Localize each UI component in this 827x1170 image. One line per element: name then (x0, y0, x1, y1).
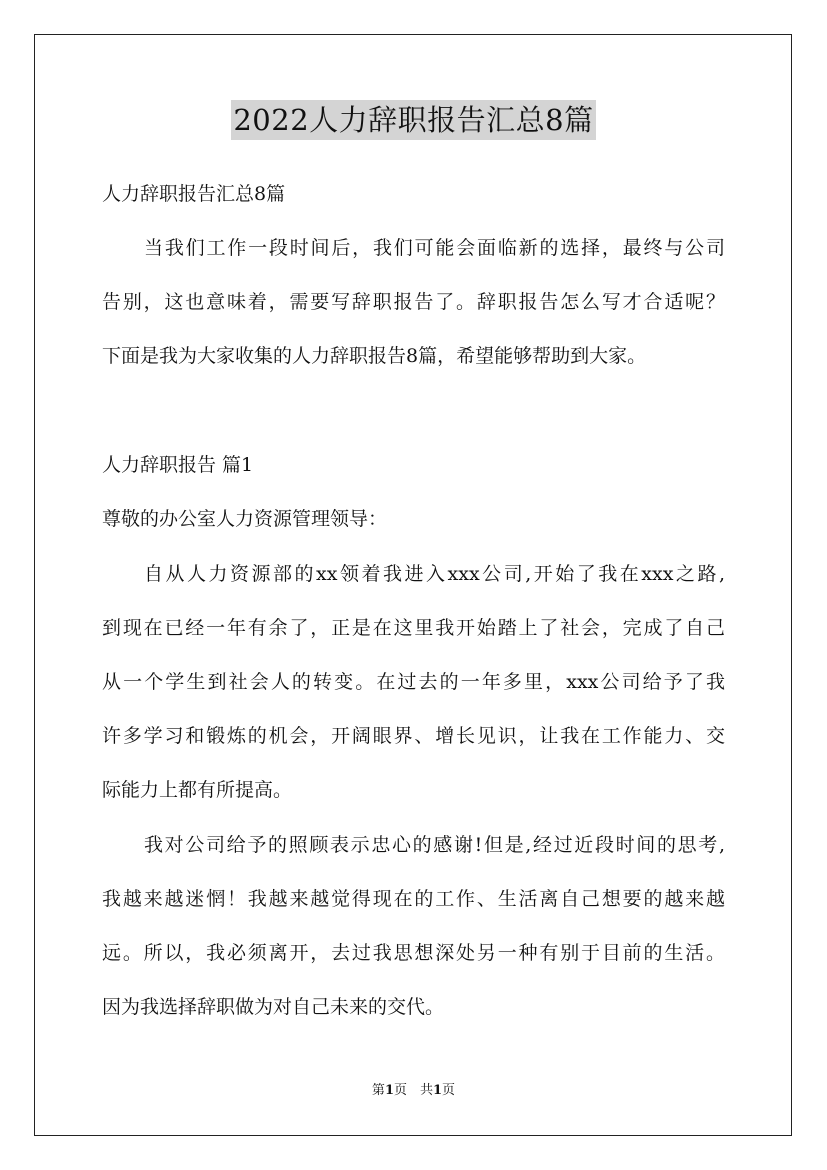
intro-line-2: 告别，这也意味着，需要写辞职报告了。辞职报告怎么写才合适呢？ (102, 291, 725, 313)
paragraph1-line-1: 自从人力资源部的xx领着我进入xxx公司,开始了我在xxx之路, (144, 563, 725, 585)
paragraph2-line-4: 因为我选择辞职做为对自己未来的交代。 (102, 996, 445, 1018)
document-title: 2022人力辞职报告汇总8篇 (231, 100, 595, 140)
page-suffix: 页 (442, 1083, 456, 1098)
paragraph2-line-2: 我越来越迷惘！我越来越觉得现在的工作、生活离自己想要的越来越 (102, 888, 725, 910)
paragraph2-line-3: 远。所以，我必须离开，去过我思想深处另一种有别于目前的生活。 (102, 942, 725, 964)
page-footer (0, 1082, 827, 1100)
paragraph1-line-2: 到现在已经一年有余了，正是在这里我开始踏上了社会，完成了自己 (102, 617, 725, 639)
paragraph1-line-5: 际能力上都有所提高。 (102, 779, 293, 801)
intro-line-1: 当我们工作一段时间后，我们可能会面临新的选择，最终与公司 (144, 237, 725, 259)
salutation: 尊敬的办公室人力资源管理领导： (102, 508, 388, 530)
page-current-number: 1 (384, 1083, 394, 1098)
paragraph2-line-1: 我对公司给予的照顾表示忠心的感谢!但是,经过近段时间的思考, (144, 834, 725, 856)
section-heading: 人力辞职报告 篇1 (102, 454, 254, 476)
paragraph1-line-3: 从一个学生到社会人的转变。在过去的一年多里，xxx公司给予了我 (102, 671, 725, 693)
page-prefix: 第 (371, 1083, 385, 1098)
paragraph1-line-4: 许多学习和锻炼的机会，开阔眼界、增长见识，让我在工作能力、交 (102, 725, 725, 747)
page-mid: 页 共 (393, 1083, 433, 1098)
intro-line-3: 下面是我为大家收集的人力辞职报告8篇，希望能够帮助到大家。 (102, 345, 647, 367)
title-container (0, 100, 827, 140)
page-total-number: 1 (433, 1083, 443, 1098)
document-subtitle: 人力辞职报告汇总8篇 (102, 183, 286, 205)
